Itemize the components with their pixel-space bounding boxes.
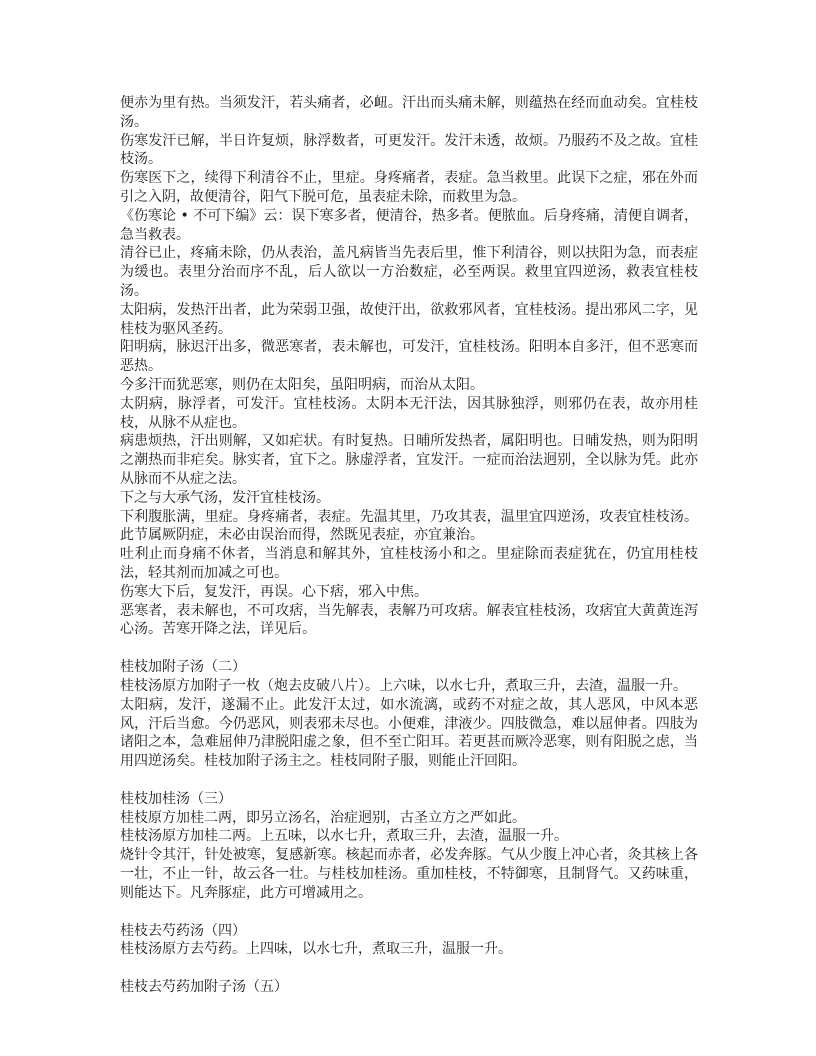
paragraph: 下之与大承气汤，发汗宜桂枝汤。 [120,489,330,506]
paragraph: 便赤为里有热。当须发汗，若头痛者，必衄。汗出而头痛未解，则蕴热在经而血动矣。宜桂枝汤。 [120,95,698,130]
paragraph: 烧针令其汗，针处被寒，复感新寒。核起而赤者，必发奔豚。气从少腹上冲心者，灸其核上各一壮，不止一针，故云各一壮。与桂枝加桂汤。重加桂枝，不特御寒，且制肾气。又药味重，则能达下。凡奔豚症，此方可增减用之。 [120,847,698,901]
paragraph: 桂枝加桂汤（三） [120,790,232,807]
paragraph: 桂枝原方加桂二两，即另立汤名，治症迥别，古圣立方之严如此。 [120,809,526,826]
paragraph: 桂枝汤原方去芍药。上四味，以水七升，煮取三升，温服一升。 [120,941,512,958]
paragraph: 伤寒发汗已解，半日许复烦，脉浮数者，可更发汗。发汗未透，故烦。乃服药不及之故。宜桂枝汤。 [120,132,698,168]
paragraph: 太阳病，发汗，遂漏不止。此发汗太过，如水流漓，或药不对症之故，其人恶风，中风本恶风，汗后当愈。今仍恶风，则表邪未尽也。小便难，津液少。四肢微急，难以屈伸者。四肢为诸阳之本，急难屈伸乃津脱阳虚之象，但不至亡阳耳。若更甚而厥冷恶寒，则有阳脱之虑，当用四逆汤矣。桂枝加附子汤主之。桂枝同附子服，则能止汗回阳。 [120,696,698,770]
paragraph: 病患烦热，汗出则解，又如疟状。有时复热。日晡所发热者，属阳明也。日晡发热，则为阳明之潮热而非疟矣。脉实者，宜下之。脉虚浮者，宜发汗。一症而治法迥别，全以脉为凭。此亦从脉而不从症之法。 [120,433,698,487]
paragraph: 吐利止而身痛不休者，当消息和解其外，宜桂枝汤小和之。里症除而表症犹在，仍宜用桂枝法，轻其剂而加减之可也。 [120,546,698,581]
paragraph-gap [120,959,698,978]
paragraph: 伤寒大下后，复发汗，再误。心下痞，邪入中焦。 [120,583,428,600]
paragraph-gap [120,639,698,658]
paragraph: 太阴病，脉浮者，可发汗。宜桂枝汤。太阴本无汗法，因其脉独浮，则邪仍在表，故亦用桂枝，从脉不从症也。 [120,395,698,431]
paragraph: 《伤寒论 • 不可下编》云：误下寒多者，便清谷，热多者。便脓血。后身疼痛，清便自调者，急当救表。 [120,207,698,243]
paragraph: 下利腹胀满，里症。身疼痛者，表症。先温其里，乃攻其表，温里宜四逆汤，攻表宜桂枝汤。此节属厥阴症，未必由误治而得，然既见表症，亦宜兼治。 [120,508,698,544]
paragraph-gap [120,771,698,790]
paragraph: 桂枝汤原方加桂二两。上五味，以水七升，煮取三升，去渣，温服一升。 [120,828,568,845]
paragraph: 桂枝汤原方加附子一枚（炮去皮破八片）。上六味，以水七升，煮取三升，去渣，温服一升。 [120,677,687,694]
document-page [120,94,698,997]
paragraph: 伤寒医下之，续得下利清谷不止，里症。身疼痛者，表症。急当救里。此误下之症，邪在外而引之入阴，故便清谷，阳气下脱可危，虽表症未除，而救里为急。 [120,170,698,205]
paragraph: 太阳病，发热汗出者，此为荣弱卫强，故使汗出，欲救邪风者，宜桂枝汤。提出邪风二字，见桂枝为驱风圣药。 [120,301,698,337]
paragraph: 清谷已止，疼痛未除，仍从表治，盖凡病皆当先表后里，惟下利清谷，则以扶阳为急，而表症为缓也。表里分治而序不乱，后人欲以一方治数症，必至两误。救里宜四逆汤，救表宜桂枝汤。 [120,245,698,299]
paragraph: 恶寒者，表未解也，不可攻痞，当先解表，表解乃可攻痞。解表宜桂枝汤，攻痞宜大黄黄连泻心汤。苦寒开降之法，详见后。 [120,602,698,638]
paragraph: 阳明病，脉迟汗出多，微恶寒者，表未解也，可发汗，宜桂枝汤。阳明本自多汗，但不恶寒而恶热。 [120,339,698,375]
paragraph-gap [120,903,698,922]
paragraph: 桂枝加附子汤（二） [120,659,246,676]
paragraph: 桂枝去芍药汤（四） [120,922,246,939]
paragraph: 桂枝去芍药加附子汤（五） [120,979,288,996]
paragraph: 今多汗而犹恶寒，则仍在太阳矣，虽阳明病，而治从太阳。 [120,376,484,393]
